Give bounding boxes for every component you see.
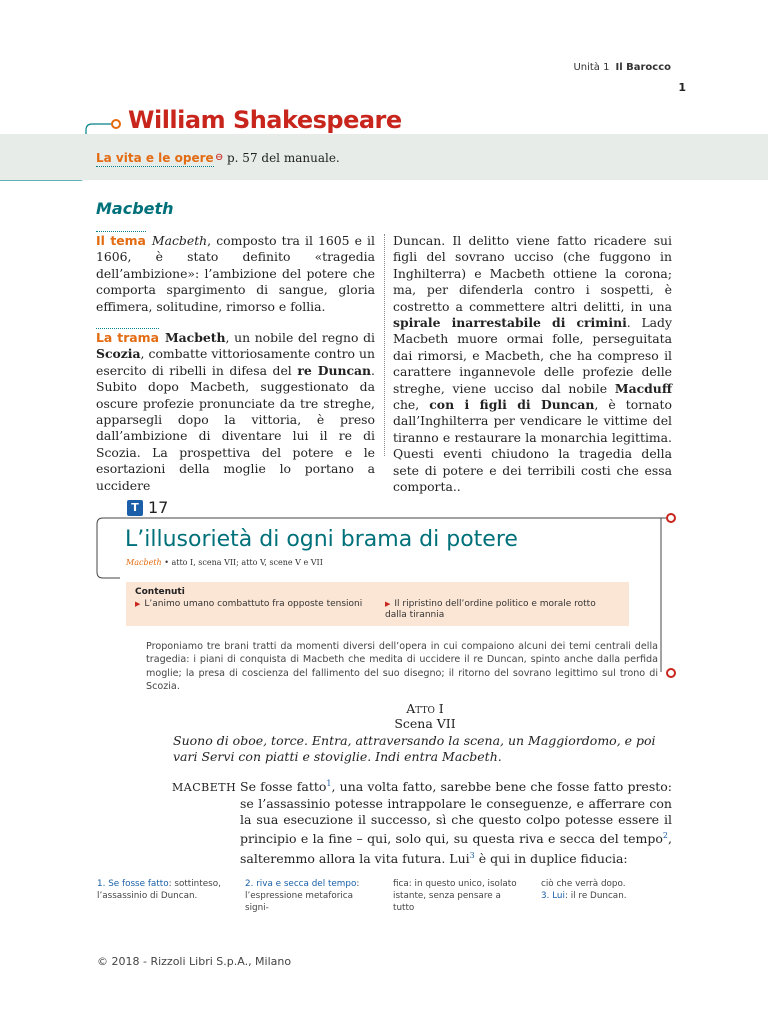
footnote-2 xyxy=(245,878,375,914)
tema-paragraph xyxy=(96,233,375,315)
subtitle-work: Macbeth xyxy=(126,558,162,567)
speech-part-1: Se fosse fatto xyxy=(240,779,327,795)
contents-item xyxy=(135,599,375,610)
tema-label: Il tema xyxy=(96,233,146,248)
footnote-1-text: : sottinteso, l’assassinio di Duncan. xyxy=(97,879,221,901)
text-badge: T xyxy=(127,500,143,516)
right-text-3: che, xyxy=(393,397,430,413)
footnote-3-key: 3. Lui xyxy=(541,891,565,901)
right-bold-3: con i figli di Duncan xyxy=(429,397,595,413)
contents-heading: Contenuti xyxy=(135,587,185,597)
right-text-4: , è tornato dall’Inghilterra per vendicare le vittime del tiranno e restaurare la monarchia legittima. Questi eventi chiudono la tragedia della sete di potere e dei terribili costi che essa comporta.. xyxy=(393,397,672,495)
footnote-1 xyxy=(97,878,227,902)
trama-bold-macbeth: Macbeth xyxy=(164,330,226,346)
frame-top-dot-icon xyxy=(667,514,675,522)
right-bold-1: spirale inarrestabile di crimini xyxy=(393,315,627,331)
unit-title: Il Barocco xyxy=(615,62,671,73)
trama-text-3: . Subito dopo Macbeth, suggestionato da oscure profezie pronunciate da tre streghe, apparsegli dopo la vittoria, è preso dall’ambizione di diventare lui il re di Scozia. La prospettiva del potere e le esortazioni della moglie lo portano a uccidere xyxy=(96,362,375,493)
speech-part-2: , una volta fatto, sarebbe bene che fosse fatto presto: se l’assassinio potesse intrappolare le conseguenze, e afferrare con la sua esecuzione il successo, sì che questo colpo potesse essere il principio e la fine – qui, solo qui, su questa riva e secca del tempo xyxy=(240,779,672,847)
stage-direction: Suono di oboe, torce. Entra, attraversando la scena, un Maggiordomo, e poi vari Servi con piatti e stoviglie. Indi entra Macbeth. xyxy=(173,733,656,764)
contents-item-text: L’animo umano combattuto fra opposte tensioni xyxy=(144,599,363,609)
trama-paragraph xyxy=(96,330,375,494)
footnote-2-key: 2. riva e secca del tempo xyxy=(245,879,357,889)
frame-bottom-dot-icon xyxy=(667,669,675,677)
vita-label: La vita e le opere xyxy=(96,151,214,165)
act-heading: Atto I xyxy=(406,701,444,716)
title-dot-icon xyxy=(112,120,120,128)
right-text-1: Duncan. Il delitto viene fatto ricadere sui figli del sovrano ucciso (che fuggono in Inghilterra) e Macbeth ottiene la corona; ma, per difenderla contro i sospetti, è costretto a commettere altri delitti, in una xyxy=(393,233,672,314)
right-text-2: . Lady Macbeth muore ormai folle, perseguitata dai rimorsi, e Macbeth, che ha compreso il carattere ingannevole delle profezie delle streghe, viene ucciso dal nobile xyxy=(393,315,672,396)
speaker-name: MACBETH xyxy=(172,781,237,794)
tema-text: , composto tra il 1605 e il 1606, è stato definito «tragedia dell’ambizione»: l’ambizione del potere che comporta spargimento di sangue, gloria effimera, solitudine, rimorso e follia. xyxy=(96,233,375,314)
unit-label: Unità 1 xyxy=(573,62,610,73)
trama-bold-duncan: re Duncan xyxy=(297,362,372,378)
running-head xyxy=(573,62,671,73)
reading-subtitle xyxy=(126,558,323,567)
footnote-2-end: ciò che verrà dopo. xyxy=(541,879,626,889)
right-bold-2: Macduff xyxy=(614,380,672,396)
footnote-2-continued: fica: in questo unico, isolato istante, senza pensare a tutto xyxy=(393,879,517,913)
trama-bold-scozia: Scozia xyxy=(96,346,141,362)
footnote-2-text: : l’espressione metaforica signi- xyxy=(245,879,360,913)
footnote-col-4 xyxy=(541,878,671,902)
scene-heading: Scena VII xyxy=(394,716,456,731)
contents-item-text: Il ripristino dell’ordine politico e morale rotto dalla tirannia xyxy=(385,599,596,620)
footnote-ref-1[interactable]: 1 xyxy=(326,779,332,788)
right-column xyxy=(393,233,672,511)
intro-text: Proponiamo tre brani tratti da momenti diversi dell’opera in cui compaiono alcuni dei temi centrali della tragedia: i piani di conquista di Macbeth che medita di uccidere il re Duncan, spinto anche dalla perfida moglie; la presa di coscienza del fallimento del suo disegno; il ritorno del sovrano legittimo sul trono di Scozia. xyxy=(146,641,658,693)
footnote-ref-3[interactable]: 3 xyxy=(469,850,475,860)
section-title: Macbeth xyxy=(96,199,174,218)
contents-item xyxy=(385,599,620,621)
footnote-ref-2[interactable]: 2 xyxy=(662,831,669,841)
trama-text-2: , combatte vittoriosamente contro un esercito di ribelli in difesa del xyxy=(96,346,375,378)
bullet-triangle-icon: ▶ xyxy=(385,600,391,608)
left-column xyxy=(96,233,375,509)
tema-work: Macbeth xyxy=(151,233,208,248)
reference-arrow-icon: ⊖ xyxy=(215,152,224,163)
bullet-triangle-icon: ▶ xyxy=(135,600,141,608)
footnote-3-text: : il re Duncan. xyxy=(564,891,627,901)
column-divider xyxy=(384,234,385,456)
trama-label: La trama xyxy=(96,330,159,346)
text-number: 17 xyxy=(148,498,169,517)
trama-continued xyxy=(393,233,672,496)
page-number: 1 xyxy=(678,81,686,94)
page-title: William Shakespeare xyxy=(128,106,402,134)
vita-reference: p. 57 del manuale. xyxy=(227,151,340,165)
copyright: © 2018 - Rizzoli Libri S.p.A., Milano xyxy=(97,955,292,968)
reading-title: L’illusorietà di ogni brama di potere xyxy=(125,527,518,552)
footnote-1-key: 1. Se fosse fatto xyxy=(97,879,169,889)
trama-text-1: , un nobile del regno di xyxy=(225,330,375,346)
subtitle-rest: • atto I, scena VII; atto V, scene V e VII xyxy=(161,558,323,567)
speech-part-3: , salteremmo allora la vita futura. Lui xyxy=(240,831,672,867)
speech-text xyxy=(240,776,672,868)
speech-part-4: è qui in duplice fiducia: xyxy=(474,851,628,867)
